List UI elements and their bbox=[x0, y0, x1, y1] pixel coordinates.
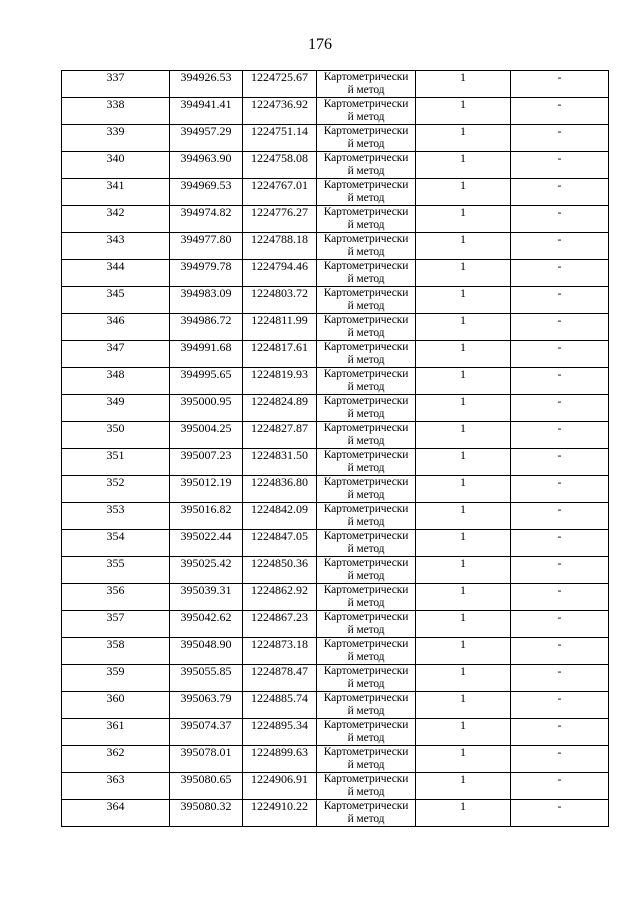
description-cell: - bbox=[511, 584, 609, 611]
y-coordinate-cell: 1224906.91 bbox=[243, 773, 317, 800]
method-text-line2: й метод bbox=[347, 165, 385, 177]
method-text-line2: й метод bbox=[347, 354, 385, 366]
method-text-line1: Картометрически bbox=[323, 422, 409, 434]
x-coordinate-cell: 395055.85 bbox=[170, 665, 243, 692]
y-coordinate-cell: 1224878.47 bbox=[243, 665, 317, 692]
point-number-cell: 341 bbox=[62, 179, 170, 206]
method-text-line2: й метод bbox=[347, 84, 385, 96]
method-text-line2: й метод bbox=[347, 300, 385, 312]
accuracy-cell: 1 bbox=[416, 665, 511, 692]
point-number-cell: 363 bbox=[62, 773, 170, 800]
point-number-cell: 352 bbox=[62, 476, 170, 503]
method-cell bbox=[317, 530, 416, 557]
method-cell bbox=[317, 476, 416, 503]
description-cell: - bbox=[511, 179, 609, 206]
table-row bbox=[62, 422, 609, 449]
accuracy-cell: 1 bbox=[416, 800, 511, 827]
method-text-line2: й метод bbox=[347, 219, 385, 231]
y-coordinate-cell: 1224751.14 bbox=[243, 125, 317, 152]
method-cell bbox=[317, 206, 416, 233]
method-text-line2: й метод bbox=[347, 705, 385, 717]
method-text-line1: Картометрически bbox=[323, 395, 409, 407]
description-cell: - bbox=[511, 719, 609, 746]
y-coordinate-cell: 1224827.87 bbox=[243, 422, 317, 449]
table-row bbox=[62, 530, 609, 557]
table-row bbox=[62, 341, 609, 368]
method-text-line1: Картометрически bbox=[323, 530, 409, 542]
method-cell bbox=[317, 98, 416, 125]
method-cell bbox=[317, 449, 416, 476]
method-text-line2: й метод bbox=[347, 489, 385, 501]
method-cell bbox=[317, 395, 416, 422]
x-coordinate-cell: 395042.62 bbox=[170, 611, 243, 638]
point-number-cell: 345 bbox=[62, 287, 170, 314]
y-coordinate-cell: 1224758.08 bbox=[243, 152, 317, 179]
table-row bbox=[62, 800, 609, 827]
accuracy-cell: 1 bbox=[416, 395, 511, 422]
method-cell bbox=[317, 341, 416, 368]
accuracy-cell: 1 bbox=[416, 773, 511, 800]
description-cell: - bbox=[511, 665, 609, 692]
x-coordinate-cell: 395080.32 bbox=[170, 800, 243, 827]
method-cell bbox=[317, 368, 416, 395]
accuracy-cell: 1 bbox=[416, 314, 511, 341]
accuracy-cell: 1 bbox=[416, 692, 511, 719]
y-coordinate-cell: 1224776.27 bbox=[243, 206, 317, 233]
y-coordinate-cell: 1224817.61 bbox=[243, 341, 317, 368]
y-coordinate-cell: 1224850.36 bbox=[243, 557, 317, 584]
method-cell bbox=[317, 152, 416, 179]
method-cell bbox=[317, 719, 416, 746]
method-cell bbox=[317, 800, 416, 827]
description-cell: - bbox=[511, 98, 609, 125]
y-coordinate-cell: 1224867.23 bbox=[243, 611, 317, 638]
accuracy-cell: 1 bbox=[416, 476, 511, 503]
point-number-cell: 346 bbox=[62, 314, 170, 341]
point-number-cell: 355 bbox=[62, 557, 170, 584]
method-text-line1: Картометрически bbox=[323, 98, 409, 110]
description-cell: - bbox=[511, 287, 609, 314]
point-number-cell: 361 bbox=[62, 719, 170, 746]
method-text-line2: й метод bbox=[347, 462, 385, 474]
method-cell bbox=[317, 260, 416, 287]
accuracy-cell: 1 bbox=[416, 638, 511, 665]
table-row bbox=[62, 395, 609, 422]
method-cell bbox=[317, 422, 416, 449]
x-coordinate-cell: 394991.68 bbox=[170, 341, 243, 368]
table-row bbox=[62, 584, 609, 611]
description-cell: - bbox=[511, 638, 609, 665]
description-cell: - bbox=[511, 314, 609, 341]
table-row bbox=[62, 152, 609, 179]
x-coordinate-cell: 394941.41 bbox=[170, 98, 243, 125]
x-coordinate-cell: 394926.53 bbox=[170, 71, 243, 98]
accuracy-cell: 1 bbox=[416, 746, 511, 773]
x-coordinate-cell: 395063.79 bbox=[170, 692, 243, 719]
method-text-line2: й метод bbox=[347, 759, 385, 771]
method-text-line2: й метод bbox=[347, 327, 385, 339]
x-coordinate-cell: 394969.53 bbox=[170, 179, 243, 206]
y-coordinate-cell: 1224899.63 bbox=[243, 746, 317, 773]
method-text-line1: Картометрически bbox=[323, 746, 409, 758]
y-coordinate-cell: 1224803.72 bbox=[243, 287, 317, 314]
method-text-line2: й метод bbox=[347, 624, 385, 636]
point-number-cell: 342 bbox=[62, 206, 170, 233]
method-cell bbox=[317, 557, 416, 584]
table-row bbox=[62, 368, 609, 395]
accuracy-cell: 1 bbox=[416, 179, 511, 206]
method-text-line2: й метод bbox=[347, 786, 385, 798]
y-coordinate-cell: 1224794.46 bbox=[243, 260, 317, 287]
point-number-cell: 340 bbox=[62, 152, 170, 179]
description-cell: - bbox=[511, 746, 609, 773]
method-text-line1: Картометрически bbox=[323, 287, 409, 299]
method-text-line2: й метод bbox=[347, 381, 385, 393]
method-text-line1: Картометрически bbox=[323, 71, 409, 83]
point-number-cell: 358 bbox=[62, 638, 170, 665]
x-coordinate-cell: 394983.09 bbox=[170, 287, 243, 314]
method-cell bbox=[317, 179, 416, 206]
table-row bbox=[62, 71, 609, 98]
method-text-line1: Картометрически bbox=[323, 773, 409, 785]
accuracy-cell: 1 bbox=[416, 233, 511, 260]
y-coordinate-cell: 1224811.99 bbox=[243, 314, 317, 341]
accuracy-cell: 1 bbox=[416, 287, 511, 314]
method-text-line1: Картометрически bbox=[323, 152, 409, 164]
method-text-line1: Картометрически bbox=[323, 638, 409, 650]
description-cell: - bbox=[511, 611, 609, 638]
method-text-line1: Картометрически bbox=[323, 719, 409, 731]
method-text-line1: Картометрически bbox=[323, 503, 409, 515]
description-cell: - bbox=[511, 395, 609, 422]
point-number-cell: 350 bbox=[62, 422, 170, 449]
table-row bbox=[62, 665, 609, 692]
method-text-line1: Картометрически bbox=[323, 557, 409, 569]
method-text-line1: Картометрически bbox=[323, 800, 409, 812]
description-cell: - bbox=[511, 71, 609, 98]
x-coordinate-cell: 395048.90 bbox=[170, 638, 243, 665]
y-coordinate-cell: 1224885.74 bbox=[243, 692, 317, 719]
method-text-line2: й метод bbox=[347, 543, 385, 555]
point-number-cell: 344 bbox=[62, 260, 170, 287]
description-cell: - bbox=[511, 422, 609, 449]
y-coordinate-cell: 1224910.22 bbox=[243, 800, 317, 827]
method-cell bbox=[317, 638, 416, 665]
page-number: 176 bbox=[308, 36, 332, 53]
accuracy-cell: 1 bbox=[416, 206, 511, 233]
accuracy-cell: 1 bbox=[416, 449, 511, 476]
point-number-cell: 359 bbox=[62, 665, 170, 692]
method-cell bbox=[317, 692, 416, 719]
method-text-line2: й метод bbox=[347, 732, 385, 744]
description-cell: - bbox=[511, 530, 609, 557]
table-row bbox=[62, 206, 609, 233]
accuracy-cell: 1 bbox=[416, 530, 511, 557]
y-coordinate-cell: 1224873.18 bbox=[243, 638, 317, 665]
description-cell: - bbox=[511, 152, 609, 179]
method-text-line2: й метод bbox=[347, 516, 385, 528]
x-coordinate-cell: 395022.44 bbox=[170, 530, 243, 557]
method-text-line2: й метод bbox=[347, 408, 385, 420]
method-text-line1: Картометрически bbox=[323, 341, 409, 353]
description-cell: - bbox=[511, 206, 609, 233]
table-row bbox=[62, 611, 609, 638]
method-text-line1: Картометрически bbox=[323, 125, 409, 137]
x-coordinate-cell: 394979.78 bbox=[170, 260, 243, 287]
method-text-line1: Картометрически bbox=[323, 665, 409, 677]
method-cell bbox=[317, 503, 416, 530]
accuracy-cell: 1 bbox=[416, 368, 511, 395]
point-number-cell: 360 bbox=[62, 692, 170, 719]
table-row bbox=[62, 746, 609, 773]
description-cell: - bbox=[511, 260, 609, 287]
y-coordinate-cell: 1224836.80 bbox=[243, 476, 317, 503]
x-coordinate-cell: 395016.82 bbox=[170, 503, 243, 530]
table-row bbox=[62, 125, 609, 152]
method-text-line2: й метод bbox=[347, 435, 385, 447]
method-cell bbox=[317, 611, 416, 638]
description-cell: - bbox=[511, 800, 609, 827]
accuracy-cell: 1 bbox=[416, 584, 511, 611]
method-text-line1: Картометрически bbox=[323, 233, 409, 245]
point-number-cell: 338 bbox=[62, 98, 170, 125]
accuracy-cell: 1 bbox=[416, 125, 511, 152]
description-cell: - bbox=[511, 503, 609, 530]
point-number-cell: 353 bbox=[62, 503, 170, 530]
table-row bbox=[62, 233, 609, 260]
table-row bbox=[62, 476, 609, 503]
description-cell: - bbox=[511, 557, 609, 584]
accuracy-cell: 1 bbox=[416, 611, 511, 638]
point-number-cell: 349 bbox=[62, 395, 170, 422]
method-cell bbox=[317, 125, 416, 152]
table-row bbox=[62, 638, 609, 665]
description-cell: - bbox=[511, 233, 609, 260]
y-coordinate-cell: 1224725.67 bbox=[243, 71, 317, 98]
method-text-line2: й метод bbox=[347, 273, 385, 285]
x-coordinate-cell: 395025.42 bbox=[170, 557, 243, 584]
point-number-cell: 339 bbox=[62, 125, 170, 152]
table-row bbox=[62, 98, 609, 125]
x-coordinate-cell: 394974.82 bbox=[170, 206, 243, 233]
accuracy-cell: 1 bbox=[416, 503, 511, 530]
description-cell: - bbox=[511, 692, 609, 719]
accuracy-cell: 1 bbox=[416, 260, 511, 287]
description-cell: - bbox=[511, 449, 609, 476]
method-text-line2: й метод bbox=[347, 651, 385, 663]
description-cell: - bbox=[511, 125, 609, 152]
method-text-line1: Картометрически bbox=[323, 314, 409, 326]
x-coordinate-cell: 394963.90 bbox=[170, 152, 243, 179]
table-row bbox=[62, 287, 609, 314]
y-coordinate-cell: 1224767.01 bbox=[243, 179, 317, 206]
point-number-cell: 348 bbox=[62, 368, 170, 395]
x-coordinate-cell: 395007.23 bbox=[170, 449, 243, 476]
description-cell: - bbox=[511, 368, 609, 395]
x-coordinate-cell: 395012.19 bbox=[170, 476, 243, 503]
x-coordinate-cell: 394995.65 bbox=[170, 368, 243, 395]
point-number-cell: 362 bbox=[62, 746, 170, 773]
table-row bbox=[62, 773, 609, 800]
table-body bbox=[62, 71, 609, 827]
table-row bbox=[62, 260, 609, 287]
accuracy-cell: 1 bbox=[416, 152, 511, 179]
point-number-cell: 337 bbox=[62, 71, 170, 98]
table-row bbox=[62, 719, 609, 746]
method-text-line2: й метод bbox=[347, 138, 385, 150]
x-coordinate-cell: 394986.72 bbox=[170, 314, 243, 341]
y-coordinate-cell: 1224862.92 bbox=[243, 584, 317, 611]
accuracy-cell: 1 bbox=[416, 341, 511, 368]
method-cell bbox=[317, 314, 416, 341]
table-row bbox=[62, 179, 609, 206]
method-text-line1: Картометрически bbox=[323, 206, 409, 218]
method-text-line2: й метод bbox=[347, 570, 385, 582]
method-text-line2: й метод bbox=[347, 111, 385, 123]
x-coordinate-cell: 395078.01 bbox=[170, 746, 243, 773]
method-cell bbox=[317, 773, 416, 800]
method-cell bbox=[317, 287, 416, 314]
table-row bbox=[62, 557, 609, 584]
y-coordinate-cell: 1224819.93 bbox=[243, 368, 317, 395]
description-cell: - bbox=[511, 476, 609, 503]
method-text-line1: Картометрически bbox=[323, 692, 409, 704]
method-text-line1: Картометрически bbox=[323, 611, 409, 623]
y-coordinate-cell: 1224842.09 bbox=[243, 503, 317, 530]
method-cell bbox=[317, 746, 416, 773]
method-text-line1: Картометрически bbox=[323, 260, 409, 272]
accuracy-cell: 1 bbox=[416, 422, 511, 449]
point-number-cell: 347 bbox=[62, 341, 170, 368]
accuracy-cell: 1 bbox=[416, 719, 511, 746]
accuracy-cell: 1 bbox=[416, 98, 511, 125]
method-cell bbox=[317, 71, 416, 98]
y-coordinate-cell: 1224831.50 bbox=[243, 449, 317, 476]
method-text-line2: й метод bbox=[347, 813, 385, 825]
y-coordinate-cell: 1224736.92 bbox=[243, 98, 317, 125]
y-coordinate-cell: 1224824.89 bbox=[243, 395, 317, 422]
method-text-line1: Картометрически bbox=[323, 476, 409, 488]
y-coordinate-cell: 1224895.34 bbox=[243, 719, 317, 746]
point-number-cell: 364 bbox=[62, 800, 170, 827]
description-cell: - bbox=[511, 773, 609, 800]
accuracy-cell: 1 bbox=[416, 71, 511, 98]
point-number-cell: 357 bbox=[62, 611, 170, 638]
x-coordinate-cell: 395004.25 bbox=[170, 422, 243, 449]
x-coordinate-cell: 395080.65 bbox=[170, 773, 243, 800]
point-number-cell: 343 bbox=[62, 233, 170, 260]
table-row bbox=[62, 692, 609, 719]
point-number-cell: 354 bbox=[62, 530, 170, 557]
x-coordinate-cell: 395000.95 bbox=[170, 395, 243, 422]
x-coordinate-cell: 395039.31 bbox=[170, 584, 243, 611]
method-text-line1: Картометрически bbox=[323, 449, 409, 461]
point-number-cell: 351 bbox=[62, 449, 170, 476]
accuracy-cell: 1 bbox=[416, 557, 511, 584]
x-coordinate-cell: 394957.29 bbox=[170, 125, 243, 152]
method-text-line2: й метод bbox=[347, 246, 385, 258]
coordinates-table bbox=[61, 70, 609, 827]
point-number-cell: 356 bbox=[62, 584, 170, 611]
x-coordinate-cell: 394977.80 bbox=[170, 233, 243, 260]
method-text-line1: Картометрически bbox=[323, 179, 409, 191]
method-cell bbox=[317, 233, 416, 260]
table-row bbox=[62, 314, 609, 341]
description-cell: - bbox=[511, 341, 609, 368]
method-text-line2: й метод bbox=[347, 678, 385, 690]
method-cell bbox=[317, 665, 416, 692]
table-row bbox=[62, 449, 609, 476]
method-text-line1: Картометрически bbox=[323, 368, 409, 380]
method-text-line2: й метод bbox=[347, 597, 385, 609]
x-coordinate-cell: 395074.37 bbox=[170, 719, 243, 746]
method-text-line2: й метод bbox=[347, 192, 385, 204]
y-coordinate-cell: 1224788.18 bbox=[243, 233, 317, 260]
table-row bbox=[62, 503, 609, 530]
y-coordinate-cell: 1224847.05 bbox=[243, 530, 317, 557]
method-cell bbox=[317, 584, 416, 611]
method-text-line1: Картометрически bbox=[323, 584, 409, 596]
